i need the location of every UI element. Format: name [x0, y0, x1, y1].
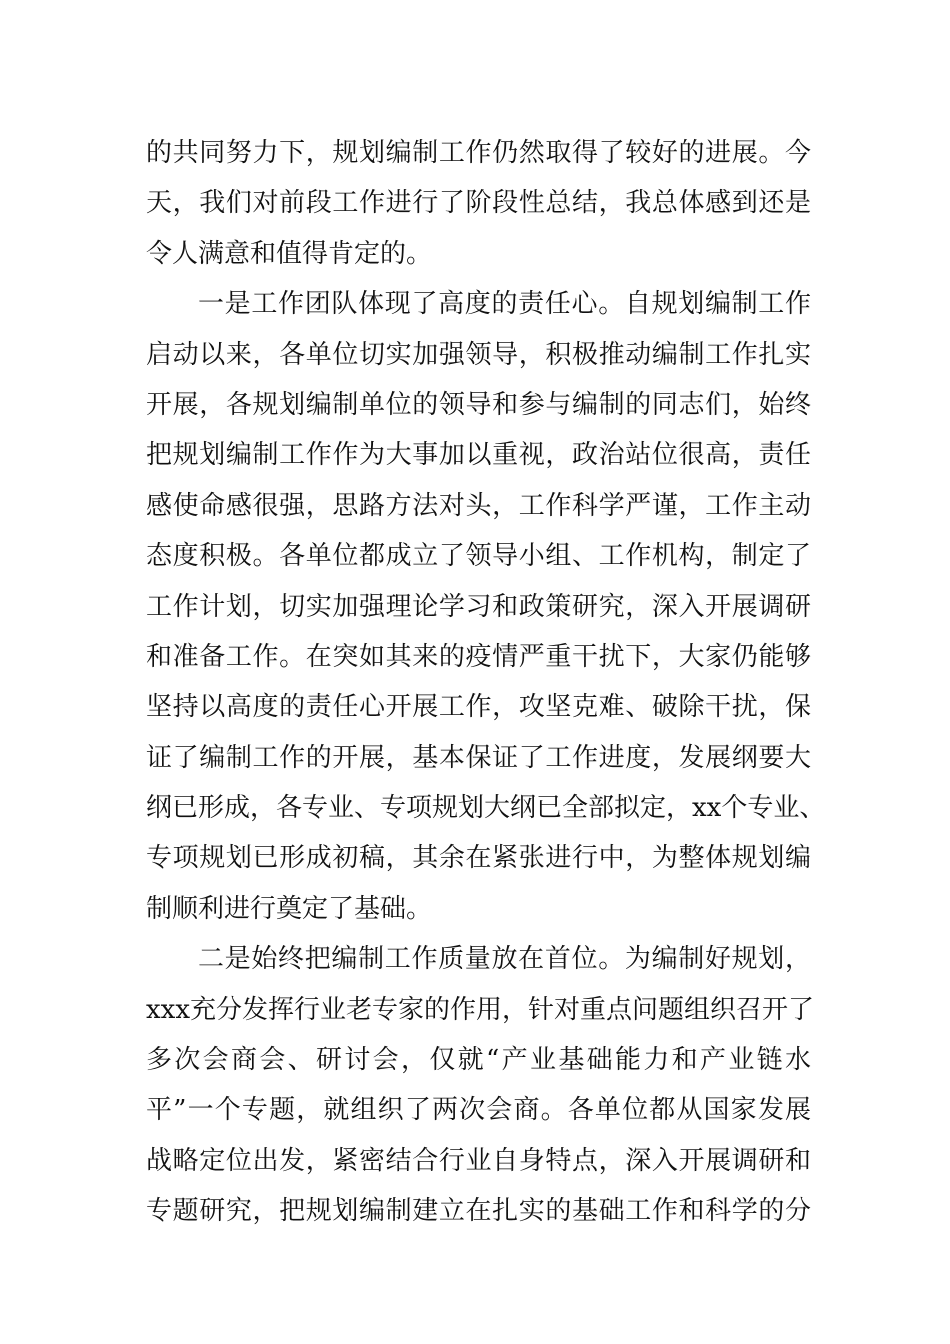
text-line: 坚持以高度的责任心开展工作，攻坚克难、破除干扰，保	[146, 692, 811, 723]
text-line: 专项规划已形成初稿，其余在紧张进行中，为整体规划编	[146, 843, 811, 874]
document-body	[146, 128, 826, 1237]
text-line: 二是始终把编制工作质量放在首位。为编制好规划，	[198, 944, 811, 975]
text-line: 天，我们对前段工作进行了阶段性总结，我总体感到还是	[146, 188, 811, 219]
text-line: 态度积极。各单位都成立了领导小组、工作机构，制定了	[146, 541, 811, 572]
text-line: 和准备工作。在突如其来的疫情严重干扰下，大家仍能够	[146, 641, 811, 672]
text-line: 平”一个专题，就组织了两次会商。各单位都从国家发展	[146, 1095, 811, 1126]
text-line: 制顺利进行奠定了基础。	[146, 893, 433, 924]
text-line: 感使命感很强，思路方法对头，工作科学严谨，工作主动	[146, 490, 811, 521]
text-line: 纲已形成，各专业、专项规划大纲已全部拟定，xx个专业、	[146, 793, 826, 824]
text-line: 专题研究，把规划编制建立在扎实的基础工作和科学的分	[146, 1196, 811, 1227]
text-line: 的共同努力下，规划编制工作仍然取得了较好的进展。今	[146, 138, 811, 168]
text-line: 证了编制工作的开展，基本保证了工作进度，发展纲要大	[146, 742, 811, 773]
text-line: 把规划编制工作作为大事加以重视，政治站位很高，责任	[146, 440, 811, 471]
text-line: xxx充分发挥行业老专家的作用，针对重点问题组织召开了	[146, 994, 814, 1025]
text-line: 工作计划，切实加强理论学习和政策研究，深入开展调研	[146, 591, 811, 622]
text-line: 令人满意和值得肯定的。	[146, 238, 433, 269]
text-line: 启动以来，各单位切实加强领导，积极推动编制工作扎实	[146, 339, 811, 370]
text-line: 战略定位出发，紧密结合行业自身特点，深入开展调研和	[146, 1145, 811, 1176]
text-line: 一是工作团队体现了高度的责任心。自规划编制工作	[198, 289, 811, 320]
text-line: 多次会商会、研讨会，仅就“产业基础能力和产业链水	[146, 1045, 811, 1076]
text-line: 开展，各规划编制单位的领导和参与编制的同志们，始终	[146, 389, 811, 420]
